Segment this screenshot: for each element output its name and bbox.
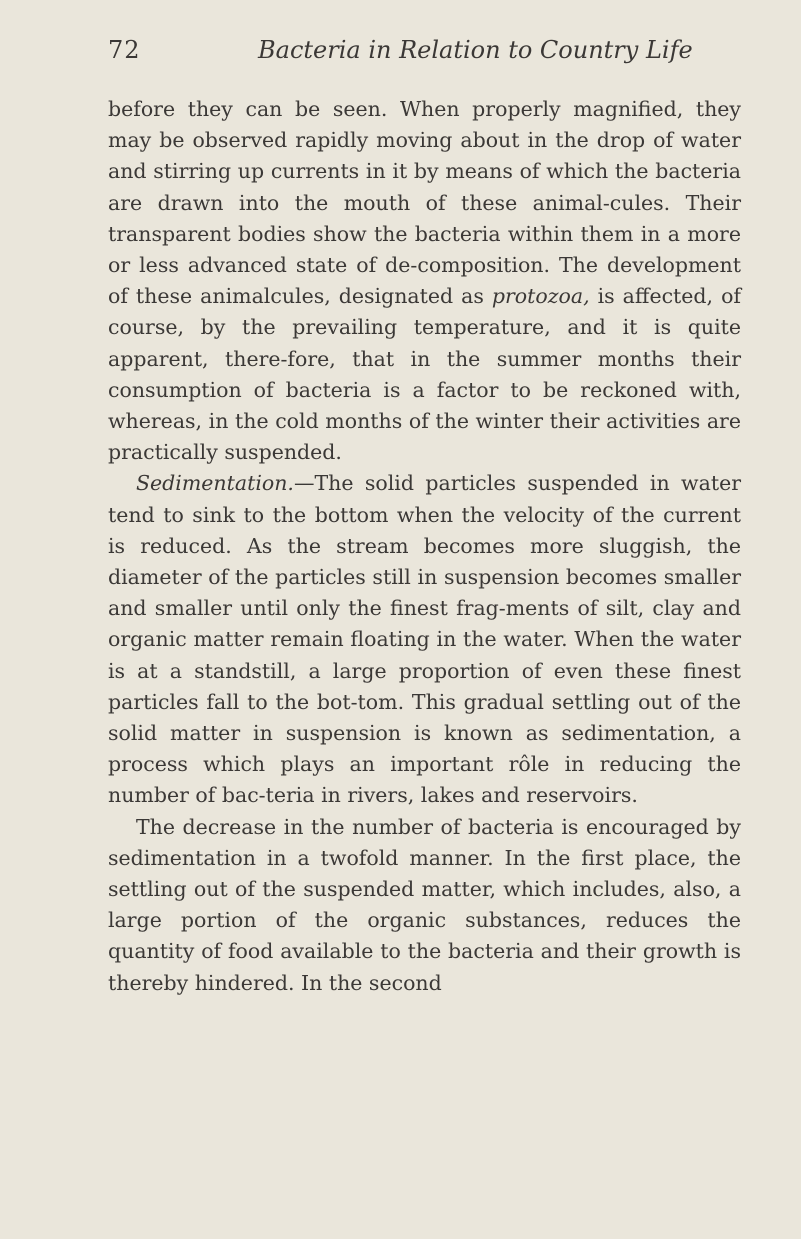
paragraph bbox=[108, 812, 741, 999]
paragraph-text: before they can be seen. When properly magnified, they may be observed rapidly moving about in the drop of water and stirring up currents in it by means of which the bacteria are drawn into the mouth of these animal-cules. Their transparent bodies show the bacteria within them in a more or less advanced state of de-composition. The development of these animalcules, designated as bbox=[108, 97, 741, 309]
paragraph-continued bbox=[108, 94, 741, 468]
running-title: Bacteria in Relation to Country Life bbox=[258, 36, 693, 64]
section-heading: Sedimentation. bbox=[136, 471, 294, 496]
italic-term: protozoa, bbox=[491, 284, 590, 309]
body-text bbox=[108, 94, 741, 999]
paragraph-text: —The solid particles suspended in water tend to sink to the bottom when the velocity of the current is reduced. As the stream becomes more sluggish, the diameter of the particles still in suspension becomes smaller and smaller until only the finest frag-ments of silt, clay and organic matter remain floating in the water. When the water is at a standstill, a large proportion of even these finest particles fall to the bot-tom. This gradual settling out of the solid matter in suspension is known as sedimentation, a process which plays an important rôle in reducing the number of bac-teria in rivers, lakes and reservoirs. bbox=[108, 471, 741, 808]
paragraph-text: The decrease in the number of bacteria is encouraged by sedimentation in a twofold manner. In the first place, the settling out of the suspended matter, which includes, also, a large portion of the organic substances, reduces the quantity of food available to the bacteria and their growth is thereby hindered. In the second bbox=[108, 814, 741, 995]
running-head bbox=[108, 34, 741, 94]
page-number: 72 bbox=[108, 36, 141, 64]
paragraph-sedimentation bbox=[108, 468, 741, 811]
paragraph-text-tail: is affected, of course, by the prevailing temperature, and it is quite apparent, there-fore, that in the summer months their consumption of bacteria is a factor to be reckoned with, whereas, in the cold months of the winter their activities are practically suspended. bbox=[108, 284, 741, 465]
